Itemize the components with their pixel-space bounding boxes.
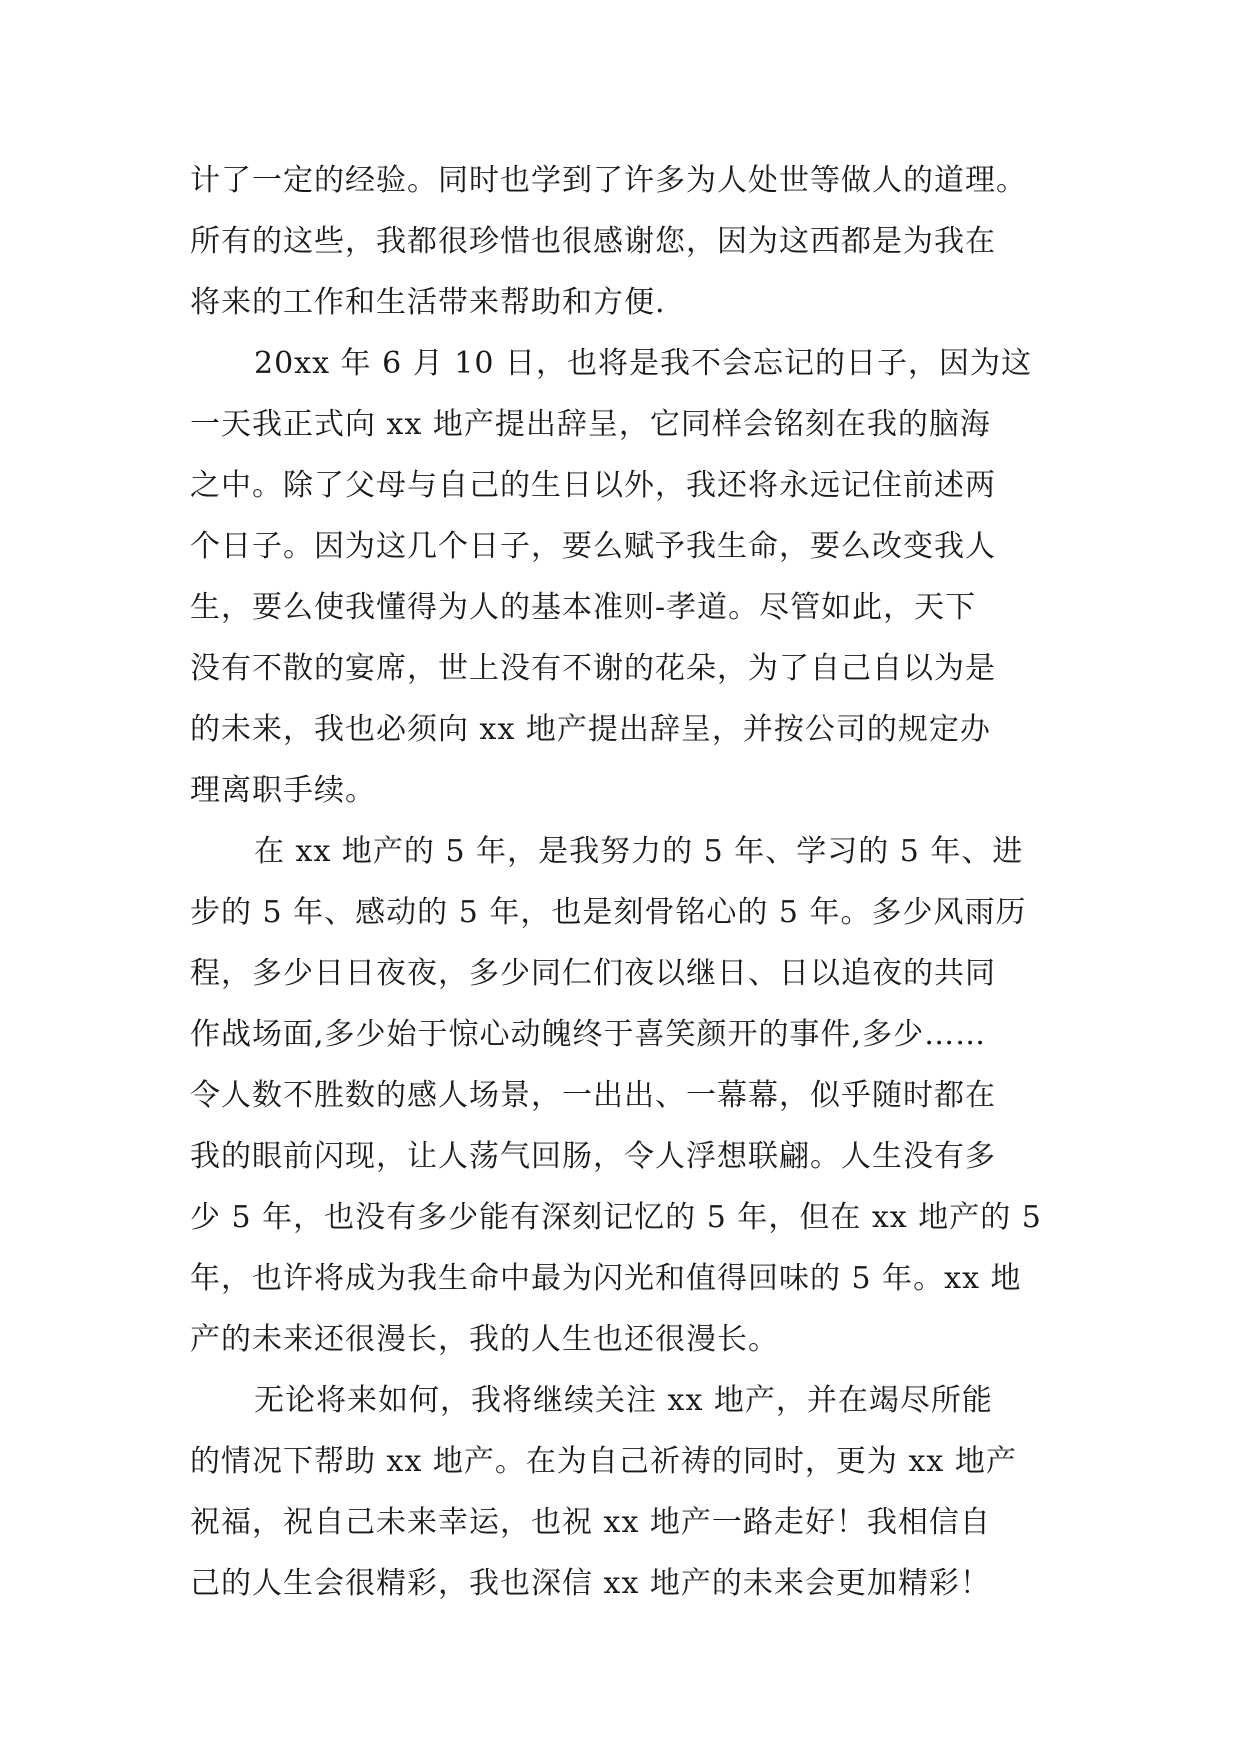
text-line: 生，要么使我懂得为人的基本准则-孝道。尽管如此，天下 (190, 590, 977, 625)
paragraph-1 (190, 150, 1070, 333)
text-line: 我的眼前闪现，让人荡气回肠，令人浮想联翩。人生没有多 (190, 1139, 996, 1174)
text-line: 己的人生会很精彩，我也深信 xx 地产的未来会更加精彩！ (190, 1566, 991, 1601)
text-line: 无论将来如何，我将继续关注 xx 地产，并在竭尽所能 (254, 1383, 993, 1418)
text-line: 祝福，祝自己未来幸运，也祝 xx 地产一路走好！我相信自 (190, 1505, 991, 1540)
text-line: 一天我正式向 xx 地产提出辞呈，它同样会铭刻在我的脑海 (190, 407, 991, 442)
text-line: 作战场面,多少始于惊心动魄终于喜笑颜开的事件,多少…… (190, 1017, 987, 1052)
text-line: 所有的这些，我都很珍惜也很感谢您，因为这西都是为我在 (190, 224, 996, 259)
text-line: 年，也许将成为我生命中最为闪光和值得回味的 5 年。xx 地 (190, 1261, 1022, 1296)
text-line: 程，多少日日夜夜，多少同仁们夜以继日、日以追夜的共同 (190, 956, 996, 991)
text-line: 令人数不胜数的感人场景，一出出、一幕幕，似乎随时都在 (190, 1078, 996, 1113)
text-line: 将来的工作和生活带来帮助和方便. (190, 285, 666, 320)
text-line: 之中。除了父母与自己的生日以外，我还将永远记住前述两 (190, 468, 996, 503)
text-line: 的情况下帮助 xx 地产。在为自己祈祷的同时，更为 xx 地产 (190, 1444, 1017, 1479)
paragraph-3 (190, 821, 1070, 1370)
text-line: 没有不散的宴席，世上没有不谢的花朵，为了自己自以为是 (190, 651, 996, 686)
text-line: 20xx 年 6 月 10 日，也将是我不会忘记的日子，因为这 (254, 346, 1032, 381)
document-body (190, 150, 1070, 1614)
text-line: 个日子。因为这几个日子，要么赋予我生命，要么改变我人 (190, 529, 996, 564)
text-line: 在 xx 地产的 5 年，是我努力的 5 年、学习的 5 年、进 (254, 834, 1024, 869)
text-line: 步的 5 年、感动的 5 年，也是刻骨铭心的 5 年。多少风雨历 (190, 895, 1027, 930)
paragraph-4 (190, 1370, 1070, 1614)
paragraph-2 (190, 333, 1070, 821)
text-line: 少 5 年，也没有多少能有深刻记忆的 5 年，但在 xx 地产的 5 (190, 1200, 1042, 1235)
text-line: 的未来，我也必须向 xx 地产提出辞呈，并按公司的规定办 (190, 712, 991, 747)
text-line: 计了一定的经验。同时也学到了许多为人处世等做人的道理。 (190, 163, 1027, 198)
text-line: 产的未来还很漫长，我的人生也还很漫长。 (190, 1322, 779, 1357)
text-line: 理离职手续。 (190, 773, 376, 808)
